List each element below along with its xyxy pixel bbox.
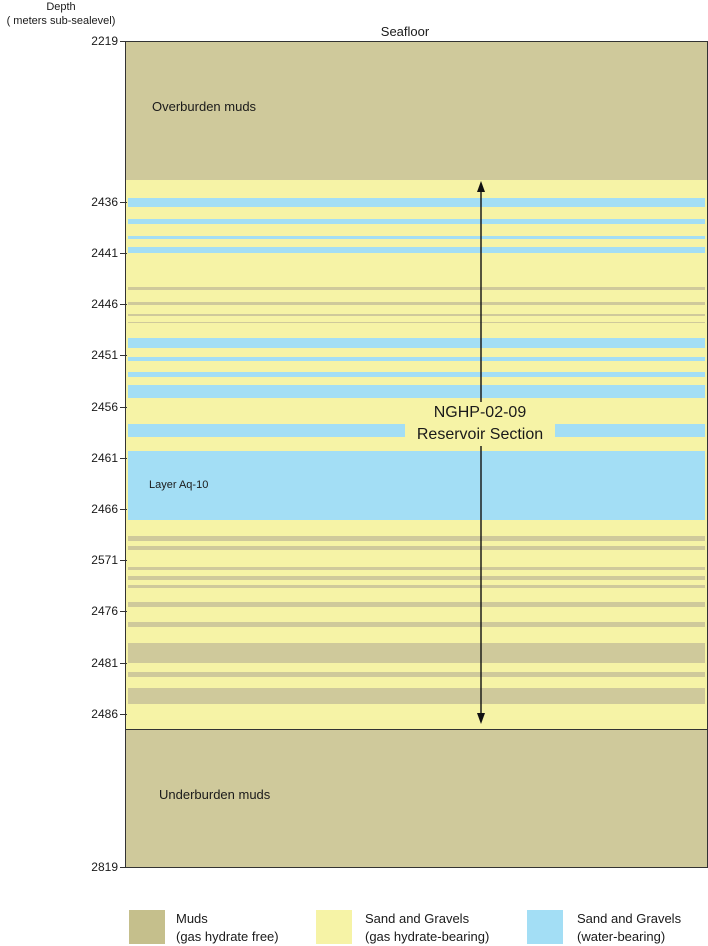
reservoir-label-line1: NGHP-02-09: [433, 404, 527, 421]
depth-tick: [120, 714, 127, 715]
depth-tick: [120, 41, 127, 42]
underburden-muds-box: [125, 729, 708, 868]
depth-tick: [120, 867, 127, 868]
depth-tick: [120, 663, 127, 664]
depth-tick-label: 2451: [91, 348, 118, 362]
legend-muds-line2: (gas hydrate free): [176, 929, 279, 944]
depth-axis-title-line2: ( meters sub-sealevel): [6, 15, 116, 27]
depth-tick-label: 2219: [91, 34, 118, 48]
depth-tick-label: 2486: [91, 707, 118, 721]
depth-tick: [120, 611, 127, 612]
legend-item-sand-water: [577, 910, 681, 946]
legend-sand-water-line1: Sand and Gravels: [577, 911, 682, 926]
depth-axis-title-line1: Depth: [46, 1, 76, 13]
depth-tick: [120, 458, 127, 459]
depth-tick-label: 2436: [91, 195, 118, 209]
legend-swatch-muds: [129, 910, 165, 944]
depth-tick-label: 2446: [91, 297, 118, 311]
legend-muds-line1: Muds: [176, 911, 208, 926]
depth-tick-label: 2461: [91, 451, 118, 465]
legend-sand-hydrate-line1: Sand and Gravels: [365, 911, 470, 926]
underburden-muds-label: Underburden muds: [159, 787, 271, 802]
depth-tick: [120, 253, 127, 254]
depth-tick: [120, 202, 127, 203]
legend-swatch-sand-hydrate: [316, 910, 352, 944]
reservoir-label-line2: Reservoir Section: [416, 426, 544, 443]
depth-tick: [120, 560, 127, 561]
depth-tick: [120, 304, 127, 305]
depth-tick-label: 2819: [91, 860, 118, 874]
arrow-head-down: [477, 713, 485, 724]
legend-item-muds: [176, 910, 279, 946]
depth-tick: [120, 355, 127, 356]
reservoir-section-label: [405, 402, 555, 446]
legend-item-sand-hydrate: [365, 910, 489, 946]
legend-sand-hydrate-line2: (gas hydrate-bearing): [365, 929, 490, 944]
legend-sand-water-line2: (water-bearing): [577, 929, 666, 944]
depth-tick: [120, 509, 127, 510]
arrow-head-up: [477, 181, 485, 192]
layer-aq-10-label: Layer Aq-10: [149, 479, 209, 491]
depth-tick-label: 2441: [91, 246, 118, 260]
legend-swatch-sand-water: [527, 910, 563, 944]
depth-tick: [120, 407, 127, 408]
depth-tick-label: 2456: [91, 400, 118, 414]
seafloor-label: Seafloor: [380, 24, 430, 39]
depth-tick-label: 2476: [91, 604, 118, 618]
depth-tick-label: 2481: [91, 656, 118, 670]
depth-tick-label: 2571: [91, 553, 118, 567]
overburden-muds-label: Overburden muds: [152, 99, 257, 114]
depth-tick-label: 2466: [91, 502, 118, 516]
